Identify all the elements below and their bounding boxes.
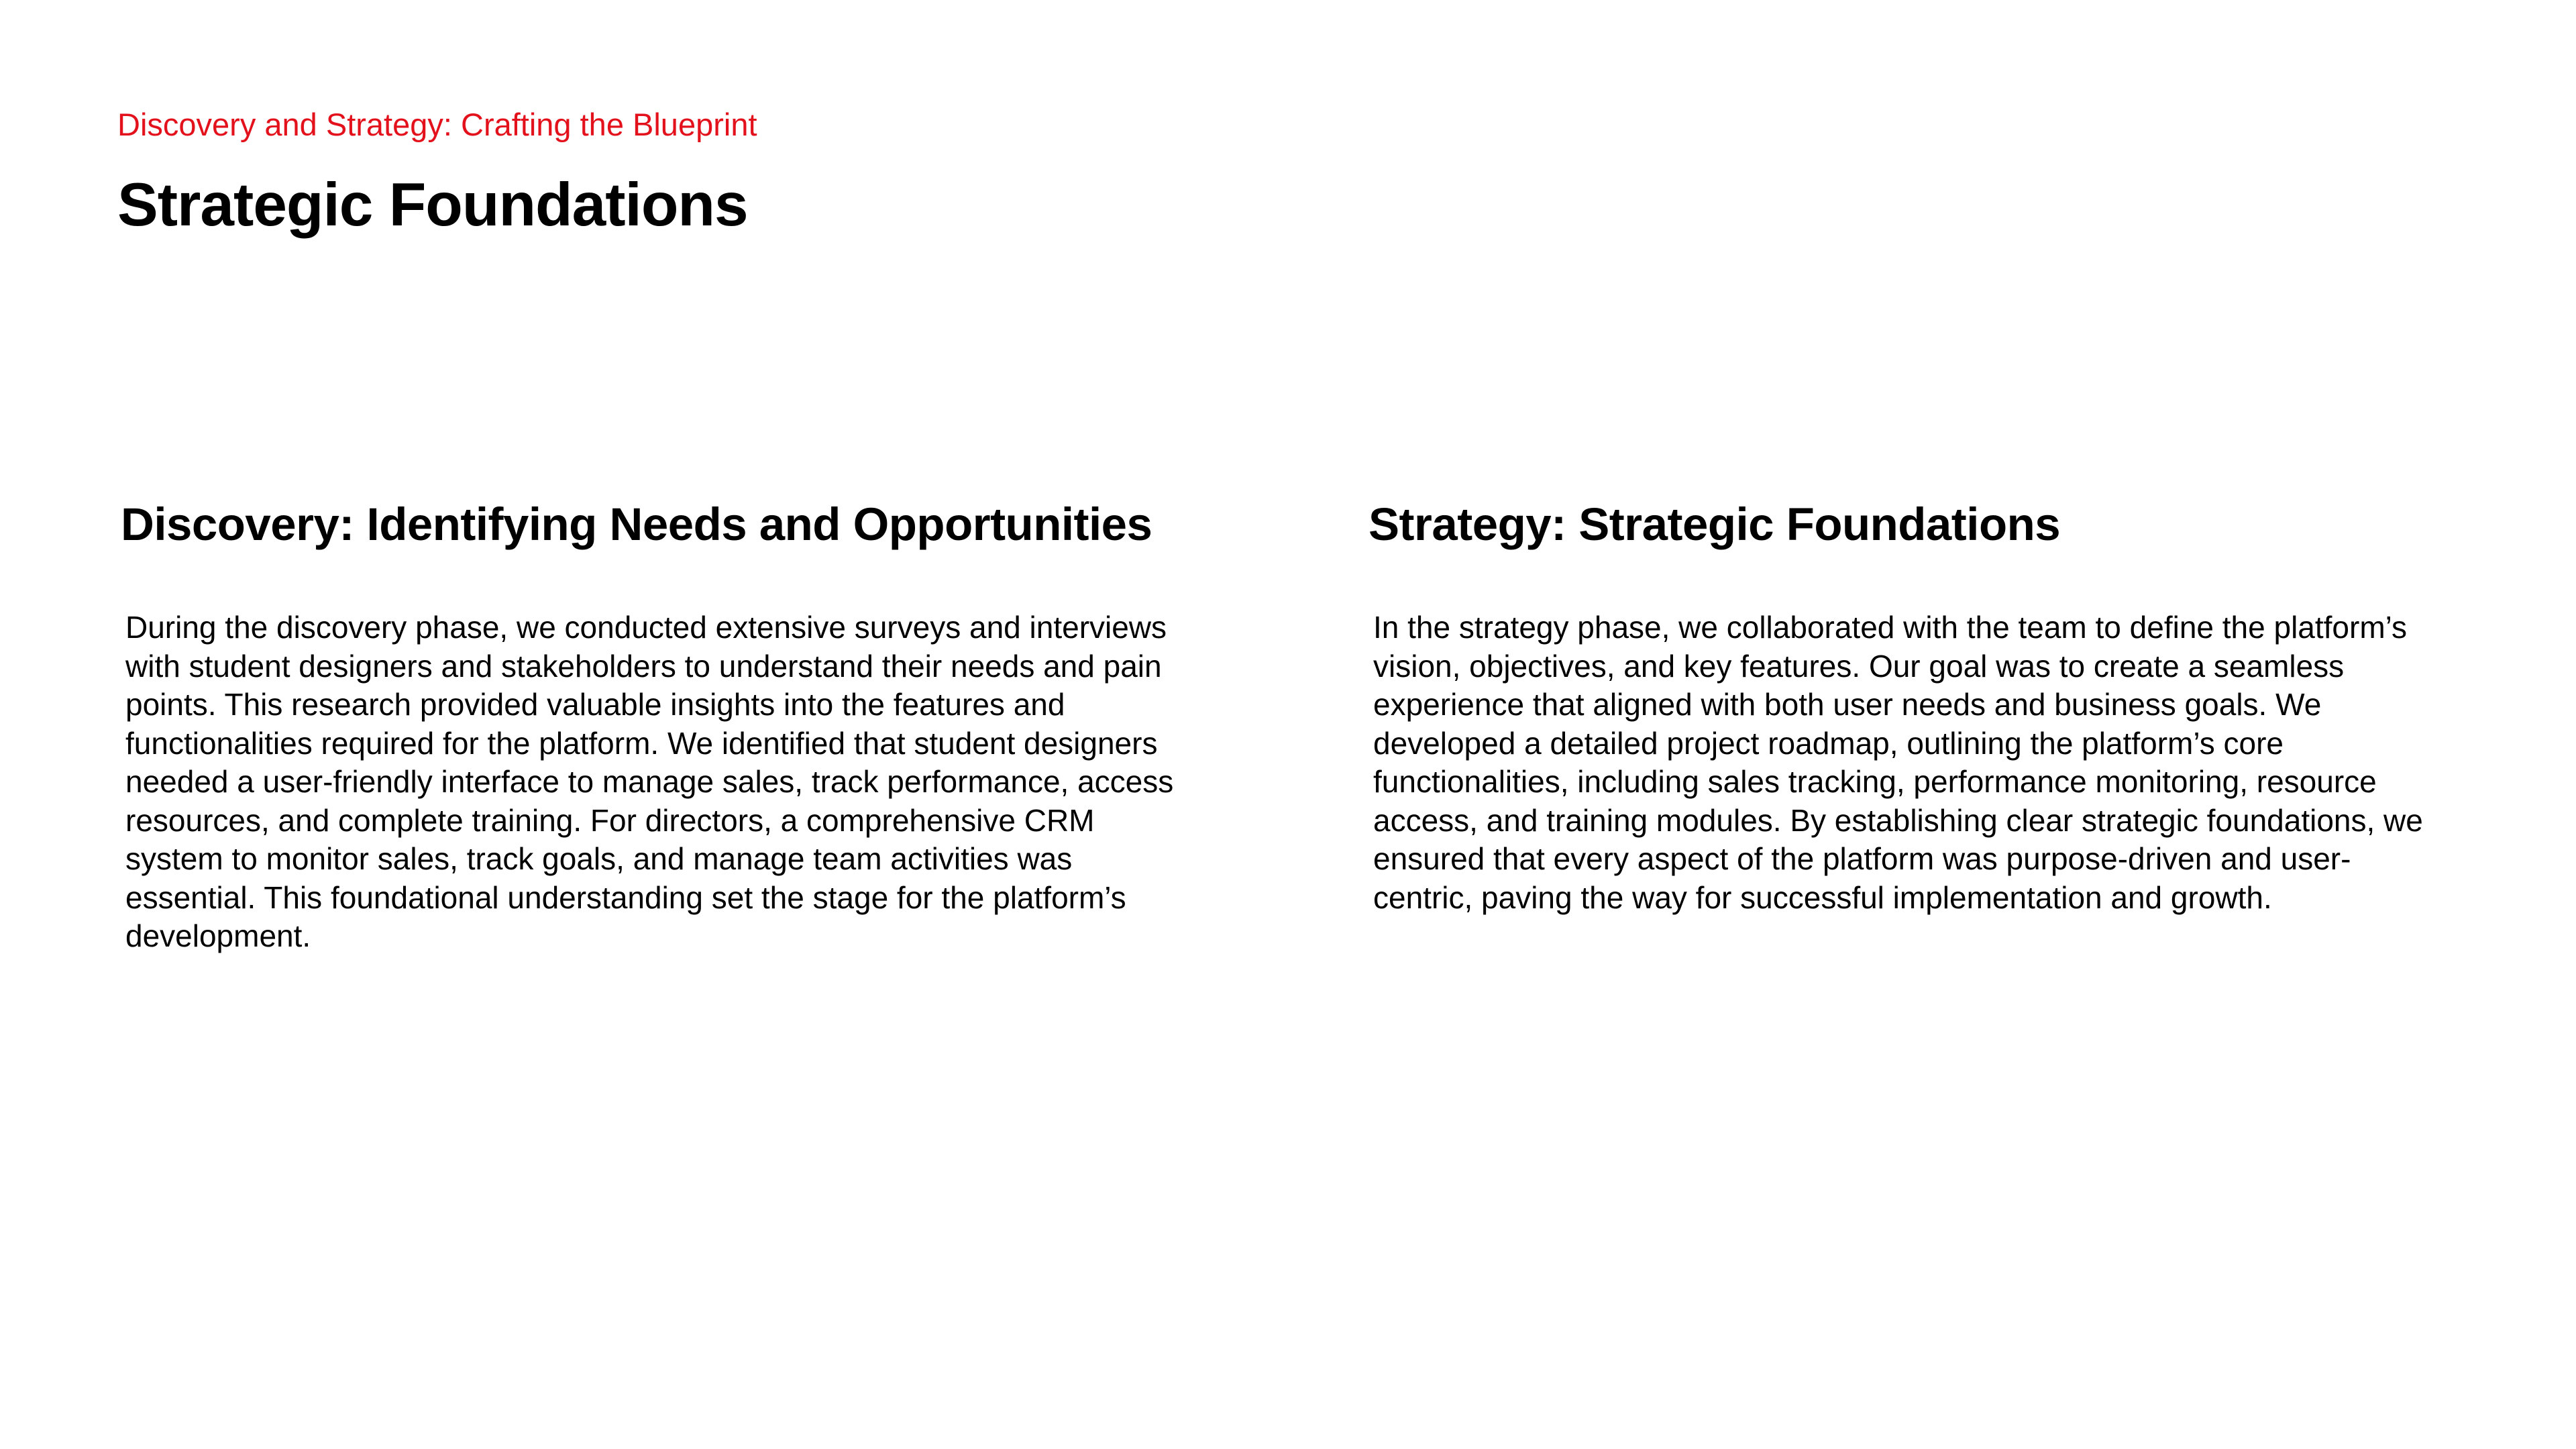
section-eyebrow: Discovery and Strategy: Crafting the Blueprint — [117, 107, 757, 142]
strategy-section — [1368, 496, 2469, 917]
discovery-heading: Discovery: Identifying Needs and Opportunities — [121, 498, 1152, 550]
strategy-body: In the strategy phase, we collaborated with the team to define the platform’s vision, objectives, and key features. Our goal was to create a seamless experience that aligned with both user needs and business goals. We developed a detailed project roadmap, outlining the platform’s core functionalities, including sales tracking, performance monitoring, resource access, and training modules. By establishing clear strategic foundations, we ensured that every aspect of the platform was purpose-driven and user-centric, paving the way for successful implementation and growth. — [1373, 610, 2423, 915]
strategy-heading: Strategy: Strategic Foundations — [1368, 498, 2061, 550]
discovery-body: During the discovery phase, we conducted extensive surveys and interviews with student designers and stakeholders to understand their needs and pain points. This research provided valuable insights into the features and functionalities required for the platform. We identified that student designers needed a user-friendly interface to manage sales, track performance, access resources, and complete training. For directors, a comprehensive CRM system to monitor sales, track goals, and manage team activities was essential. This foundational understanding set the stage for the platform’s development. — [125, 610, 1174, 953]
page-title: Strategic Foundations — [117, 171, 748, 239]
discovery-section — [121, 496, 1221, 956]
